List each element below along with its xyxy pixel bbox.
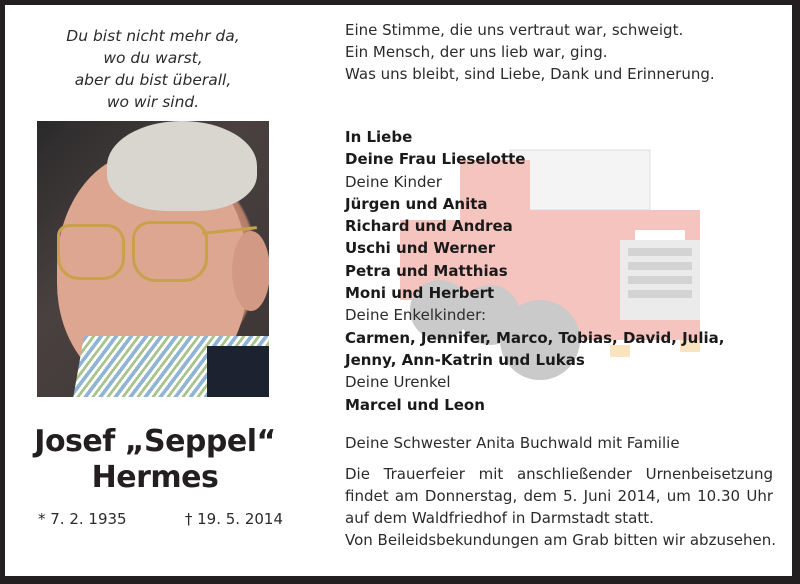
grandchildren-label: Deine Enkelkinder: xyxy=(345,306,487,325)
name-line-1: Josef „Seppel“ xyxy=(34,424,276,459)
service-line: findet am Donnerstag, dem 5. Juni 2014, um 10.30 Uhr xyxy=(345,487,773,505)
verse-line: Eine Stimme, die uns vertraut war, schweigt. xyxy=(345,21,684,39)
life-dates xyxy=(38,510,283,528)
great-grandchildren-names: Marcel und Leon xyxy=(345,395,485,414)
child-couple: Uschi und Werner xyxy=(345,239,496,258)
portrait-photo xyxy=(37,121,269,397)
closing-text: In Liebe xyxy=(345,128,413,146)
service-line: Von Beileidsbekundungen am Grab bitten wir abzusehen. xyxy=(345,531,777,549)
service-details xyxy=(345,463,777,551)
mourners-list xyxy=(345,126,775,416)
poem-line: aber du bist überall, xyxy=(74,71,232,89)
poem-line: Du bist nicht mehr da, xyxy=(66,27,240,45)
grandchildren-names: Jenny, Ann-Katrin und Lukas xyxy=(345,350,585,369)
birth-date: * 7. 2. 1935 xyxy=(38,510,127,528)
service-line: Die Trauerfeier mit anschließender Urnenbeisetzung xyxy=(345,465,773,483)
deceased-name xyxy=(20,424,290,496)
poem-line: wo du warst, xyxy=(103,49,203,67)
poem-line: wo wir sind. xyxy=(106,93,200,111)
child-couple: Moni und Herbert xyxy=(345,284,495,303)
child-couple: Richard und Andrea xyxy=(345,217,513,236)
death-date: † 19. 5. 2014 xyxy=(184,510,283,528)
name-line-2: Hermes xyxy=(91,460,219,495)
verse xyxy=(345,19,775,85)
child-couple: Jürgen und Anita xyxy=(345,194,488,213)
great-grandchildren-label: Deine Urenkel xyxy=(345,373,451,392)
verse-line: Was uns bleibt, sind Liebe, Dank und Erinnerung. xyxy=(345,65,715,83)
poem xyxy=(30,25,276,113)
sister-line: Deine Schwester Anita Buchwald mit Familie xyxy=(345,434,680,452)
wife-name: Deine Frau Lieselotte xyxy=(345,150,526,169)
child-couple: Petra und Matthias xyxy=(345,261,508,280)
grandchildren-names: Carmen, Jennifer, Marco, Tobias, David, Julia, xyxy=(345,328,725,347)
children-label: Deine Kinder xyxy=(345,172,442,191)
service-line: auf dem Waldfriedhof in Darmstadt statt. xyxy=(345,509,654,527)
verse-line: Ein Mensch, der uns lieb war, ging. xyxy=(345,43,608,61)
